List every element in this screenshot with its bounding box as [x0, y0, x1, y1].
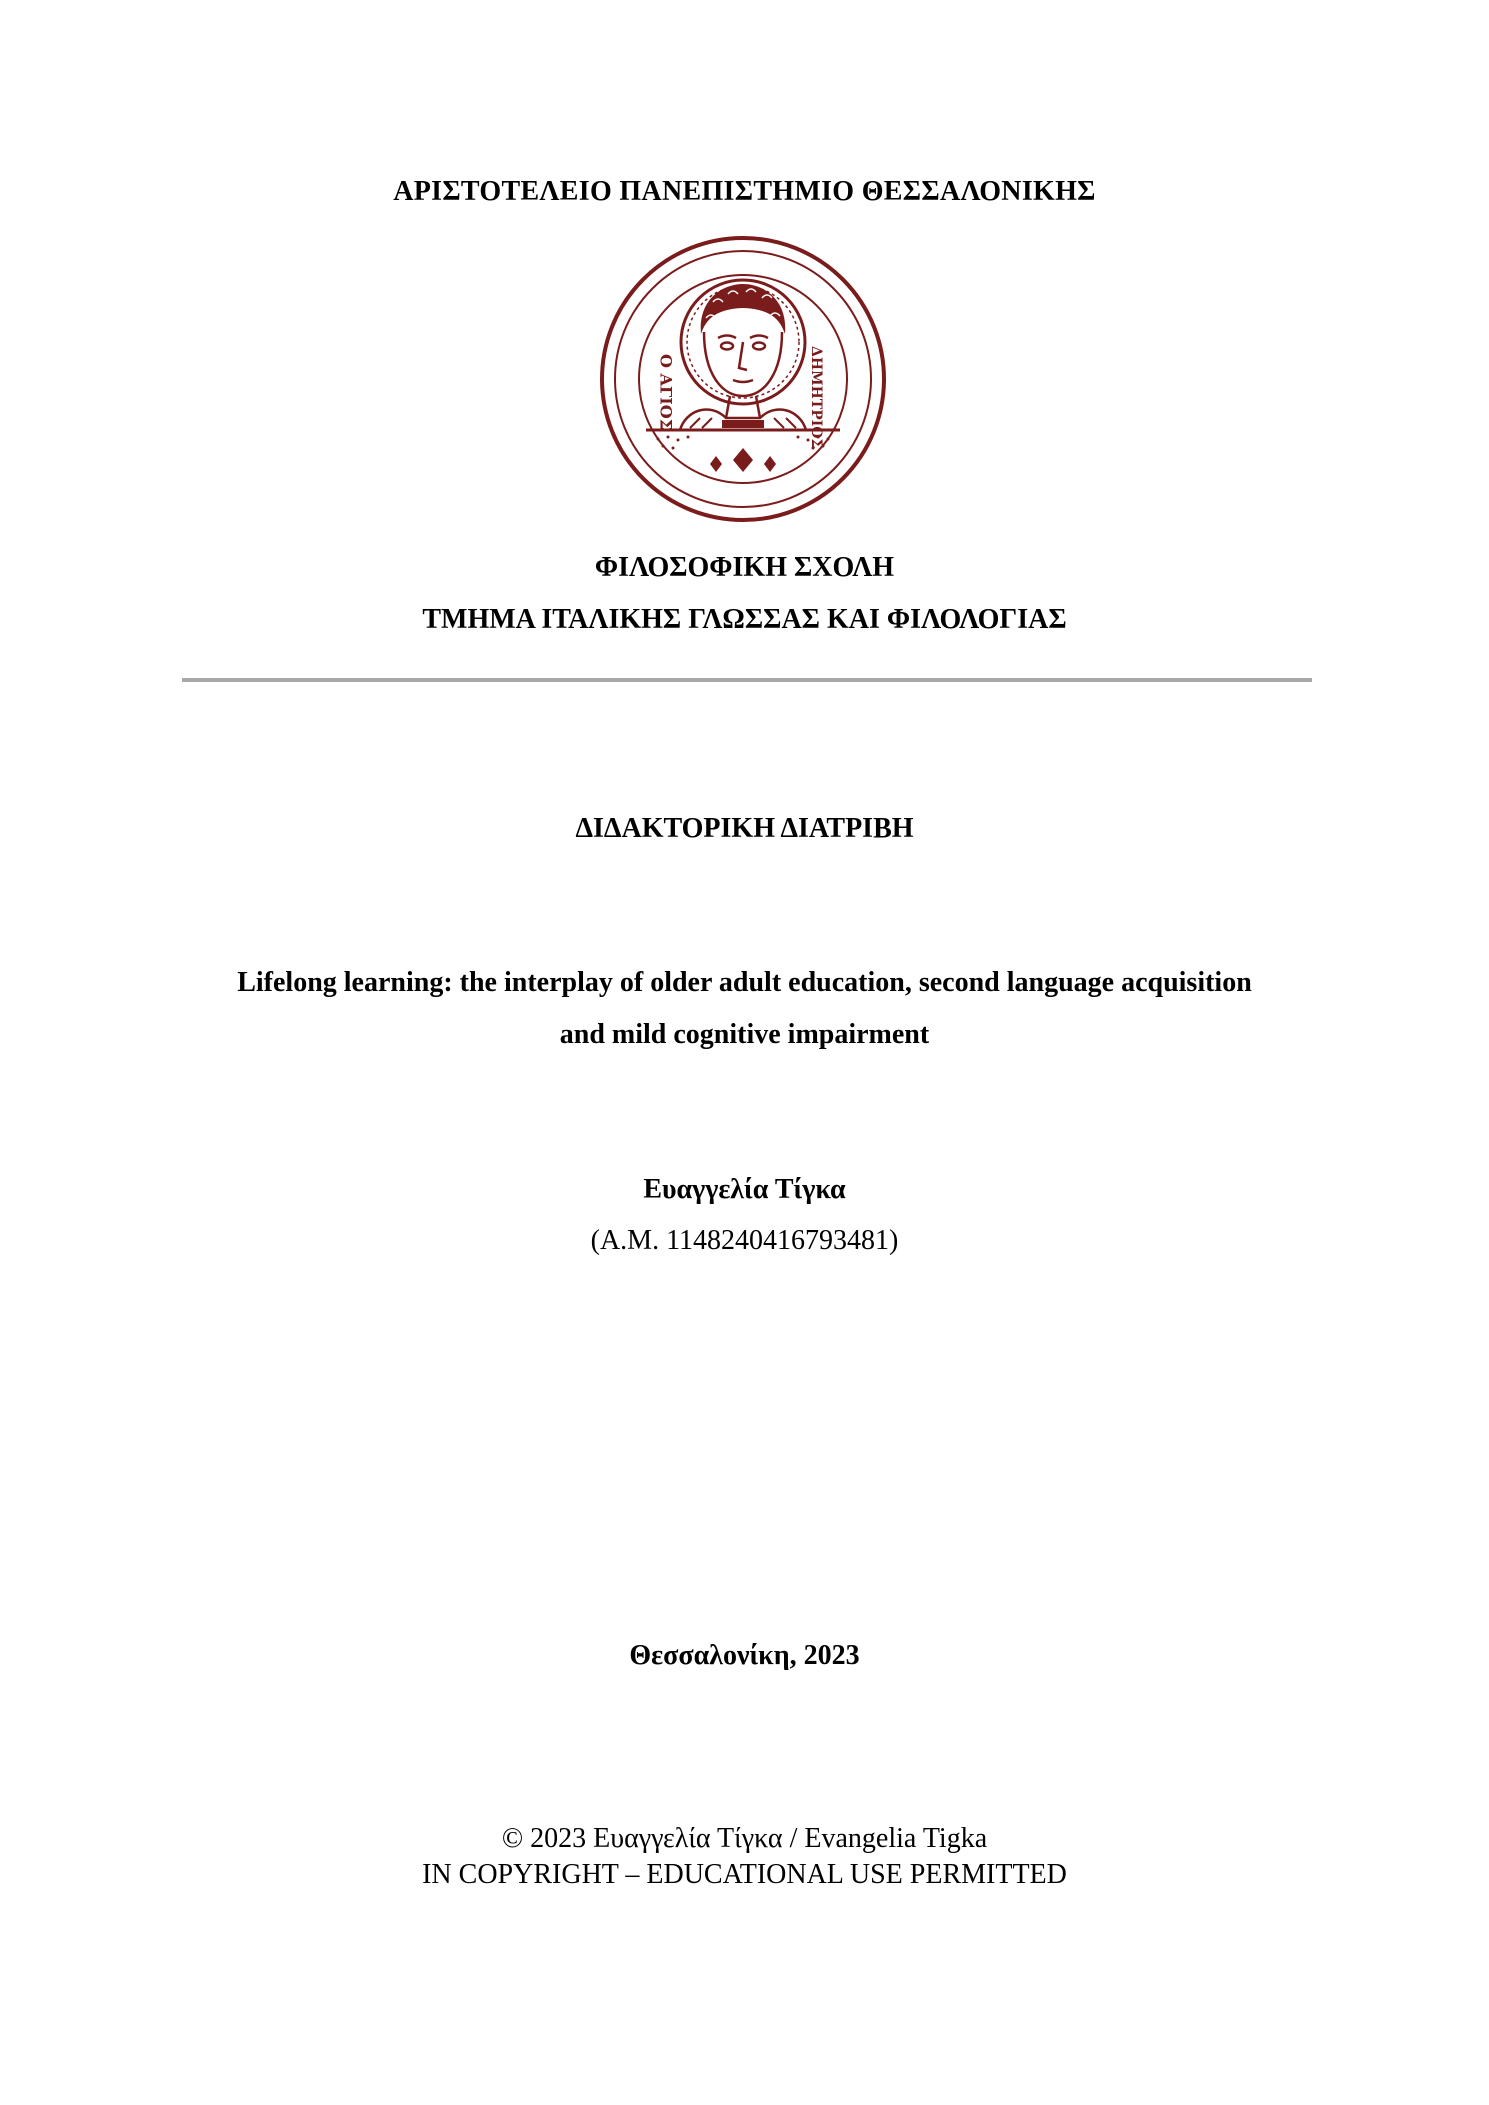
- registration-number: (Α.Μ. 1148240416793481): [590, 1225, 899, 1256]
- seal-inscription-right: ΔΗΜΗΤΡΙΟΣ: [808, 346, 824, 449]
- seal-inscription-left: Ο ΑΓΙΟΣ: [656, 354, 676, 431]
- license-statement: IN COPYRIGHT – EDUCATIONAL USE PERMITTED: [422, 1859, 1067, 1890]
- thesis-title-line-2: and mild cognitive impairment: [559, 1019, 930, 1050]
- horizontal-divider: [182, 678, 1312, 682]
- document-type: ΔΙΔΑΚΤΟΡΙΚΗ ΔΙΑΤΡΙΒΗ: [575, 813, 914, 844]
- university-name: ΑΡΙΣΤΟΤΕΛΕΙΟ ΠΑΝΕΠΙΣΤΗΜΙΟ ΘΕΣΣΑΛΟΝΙΚΗΣ: [393, 176, 1096, 207]
- author-name: Ευαγγελία Τίγκα: [643, 1174, 846, 1205]
- faculty-name: ΦΙΛΟΣΟΦΙΚΗ ΣΧΟΛΗ: [594, 552, 895, 583]
- copyright-notice: © 2023 Ευαγγελία Τίγκα / Evangelia Tigka: [501, 1823, 988, 1854]
- department-name: ΤΜΗΜΑ ΙΤΑΛΙΚΗΣ ΓΛΩΣΣΑΣ ΚΑΙ ΦΙΛΟΛΟΓΙΑΣ: [422, 604, 1067, 635]
- aristotle-university-seal-icon: [598, 234, 888, 524]
- place-and-year: Θεσσαλονίκη, 2023: [629, 1640, 860, 1671]
- thesis-title-line-1: Lifelong learning: the interplay of older adult education, second language acquisition: [237, 967, 1252, 998]
